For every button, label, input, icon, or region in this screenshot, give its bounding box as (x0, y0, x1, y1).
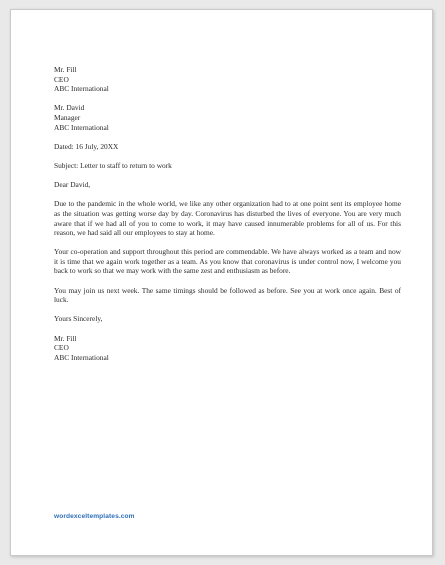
footer-website-link[interactable]: wordexceltemplates.com (54, 513, 135, 520)
recipient-block (54, 103, 401, 132)
body-paragraph-3: You may join us next week. The same timings should be followed as before. See you at work once again. Best of luck. (54, 285, 401, 305)
recipient-name: Mr. David (54, 103, 85, 113)
letter-date: Dated: 16 July, 20XX (54, 141, 119, 151)
closing: Yours Sincerely, (54, 314, 103, 324)
signature-block (54, 334, 401, 363)
letter-subject: Subject: Letter to staff to return to work (54, 160, 172, 170)
signature-title: CEO (54, 343, 69, 353)
letter-page (10, 9, 433, 556)
letter-body (54, 65, 401, 372)
recipient-company: ABC International (54, 122, 109, 132)
recipient-title: Manager (54, 112, 81, 122)
sender-title: CEO (54, 74, 69, 84)
sender-name: Mr. Fill (54, 65, 77, 74)
body-paragraph-2: Your co-operation and support throughout this period are commendable. We have always worked as a team and now it is time that we again work together as a team. As you know that coronavirus is under control now, I welcome you back to work so that we may work with the same zest and enthusiasm as before. (54, 247, 401, 276)
sender-company: ABC International (54, 84, 109, 94)
sender-block (54, 65, 401, 94)
signature-name: Mr. Fill (54, 333, 77, 343)
signature-company: ABC International (54, 352, 109, 362)
body-paragraph-1: Due to the pandemic in the whole world, we like any other organization had to at one point sent its employee home as the situation was getting worse day by day. Coronavirus has disturbed the lives of everyone. You are very much aware that if we had all of you to come to work, it may have caused innumerable problems for all of us. For this reason, we had said all our employees to stay at home. (54, 199, 401, 238)
salutation: Dear David, (54, 180, 91, 190)
